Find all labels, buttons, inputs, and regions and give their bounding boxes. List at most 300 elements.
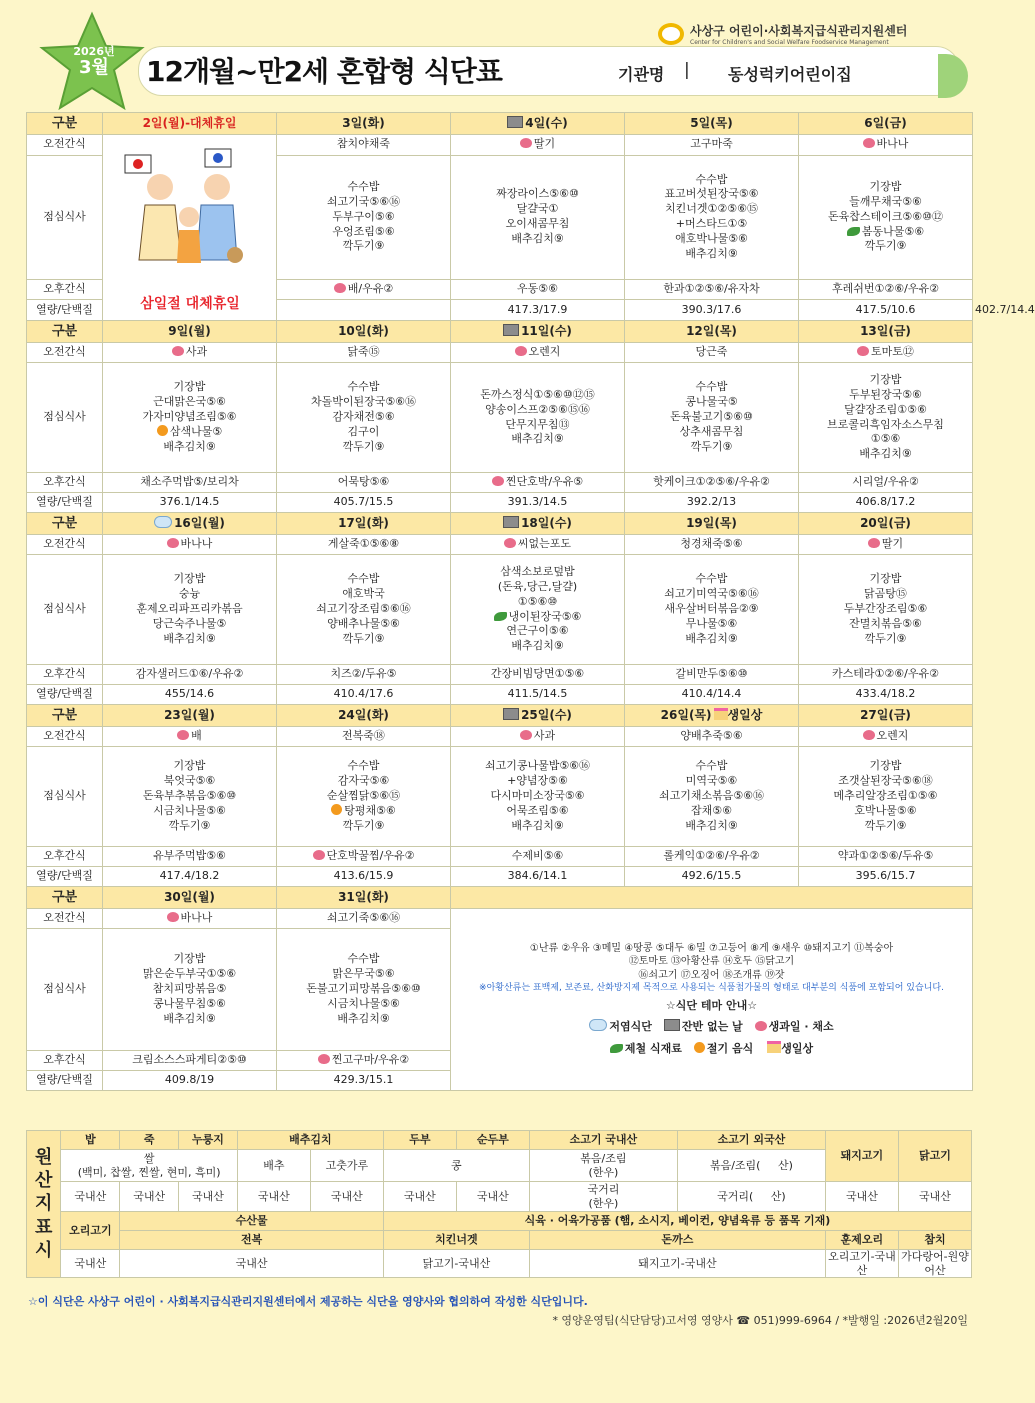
row-label: 오전간식	[27, 909, 103, 929]
holiday-label: 삼일절 대체휴일	[140, 296, 240, 313]
origin-head-soft-tofu: 순두부	[456, 1131, 529, 1150]
lunch-menu	[799, 363, 973, 473]
lunch-item-text: 삼색소보로덮밥	[500, 564, 575, 578]
am-snack	[277, 535, 451, 555]
energy-protein: 433.4/18.2	[799, 685, 973, 705]
lunch-item	[453, 580, 622, 595]
fruit-icon	[755, 1021, 767, 1031]
pm-snack-text: 어묵탕⑤⑥	[337, 475, 390, 489]
lunch-item	[801, 225, 970, 240]
lunch-item	[279, 819, 448, 834]
lunch-item-text: 깍두기⑨	[864, 239, 907, 253]
pm-snack-text: 찐고구마/우유②	[331, 1053, 410, 1067]
lunch-item	[801, 804, 970, 819]
lunch-item	[801, 195, 970, 210]
lunch-item	[801, 632, 970, 647]
week-5-am-row	[27, 909, 973, 929]
origin-head-rice: 밥	[61, 1131, 120, 1150]
am-snack	[799, 727, 973, 747]
origin-tuna-value: 가다랑어-원양어산	[898, 1250, 971, 1278]
origin-value: 국내산	[383, 1182, 456, 1212]
lunch-item	[801, 447, 970, 462]
day-header	[451, 705, 625, 727]
pm-snack-text: 롤케익①②⑥/우유②	[663, 849, 760, 863]
lunch-menu	[625, 555, 799, 665]
cal-icon	[507, 116, 523, 128]
am-snack	[625, 535, 799, 555]
am-snack-text: 사과	[185, 345, 208, 359]
pm-snack	[625, 473, 799, 493]
lunch-item-text: 수수밥	[347, 380, 380, 394]
lunch-item	[801, 789, 970, 804]
lunch-item	[279, 425, 448, 440]
lunch-menu	[277, 929, 451, 1051]
week-3-dh-row	[27, 513, 973, 535]
row-label: 구분	[27, 321, 103, 343]
week-4-dh-row	[27, 705, 973, 727]
day-date: 17일(화)	[338, 516, 389, 531]
lunch-menu	[451, 555, 625, 665]
am-snack-text: 양배추죽⑤⑥	[680, 729, 743, 743]
lunch-item	[453, 759, 622, 774]
lunch-item-text: 기장밥	[173, 572, 206, 586]
lunch-item-text: 깍두기⑨	[864, 631, 907, 645]
lunch-item-text: 잡채⑤⑥	[691, 803, 732, 817]
lunch-item	[801, 373, 970, 388]
energy-protein: 405.7/15.5	[277, 493, 451, 513]
lunch-menu	[103, 555, 277, 665]
am-snack-text: 딸기	[881, 537, 904, 551]
lunch-item-text: 맑은순두부국①⑤⑥	[142, 967, 237, 981]
week-2-dh-row	[27, 321, 973, 343]
solar-term-icon	[694, 1042, 705, 1053]
footer-info: * 영양운영팀(식단담당)고서영 영양사 ☎ 051)999-6964 / *발행일 :2026년2월20일	[552, 1314, 968, 1327]
lunch-item-text: 들깨무채국⑤⑥	[849, 194, 922, 208]
cloud-icon	[154, 516, 172, 528]
day-date: 3일(화)	[342, 116, 385, 131]
week-4-en-row	[27, 867, 973, 887]
day-header	[103, 321, 277, 343]
lunch-item-text: 당근숙주나물⑤	[152, 616, 227, 630]
am-snack	[277, 727, 451, 747]
am-snack-text: 바나나	[180, 911, 213, 925]
leaf-icon	[847, 227, 860, 236]
energy-protein: 391.3/14.5	[451, 493, 625, 513]
cake-icon	[714, 708, 728, 720]
year-label: 2026년	[73, 45, 115, 58]
lunch-item	[453, 610, 622, 625]
lunch-item-text: 새우살버터볶음②⑨	[664, 602, 759, 616]
am-snack	[625, 343, 799, 363]
origin-head-kimchi: 배추김치	[237, 1131, 383, 1150]
energy-protein: 455/14.6	[103, 685, 277, 705]
origin-value: 국내산	[237, 1182, 310, 1212]
row-label: 점심식사	[27, 555, 103, 665]
energy-protein: 390.3/17.6	[625, 300, 799, 321]
origin-head-pork: 돼지고기	[825, 1131, 898, 1182]
lunch-item	[453, 418, 622, 433]
allergen-line: ①난류 ②우유 ③메밀 ④땅콩 ⑤대두 ⑥밀 ⑦고등어 ⑧게 ⑨새우 ⑩돼지고기 ⑪복숭아	[529, 942, 894, 954]
pm-snack-text: 갈비만두⑤⑥⑩	[675, 667, 748, 681]
lunch-item	[453, 819, 622, 834]
lunch-item	[453, 595, 622, 610]
week-2-pm-row	[27, 473, 973, 493]
lunch-item-text: 냉이된장국⑤⑥	[508, 609, 582, 623]
lunch-item-text: 돈까스정식①⑤⑥⑩⑫⑮	[480, 387, 595, 401]
am-snack	[625, 727, 799, 747]
lunch-item	[279, 952, 448, 967]
am-snack-text: 청경채죽⑤⑥	[680, 537, 743, 551]
lunch-item	[453, 639, 622, 654]
lunch-item	[105, 617, 274, 632]
lunch-item-text: 감자채전⑤⑥	[332, 410, 395, 424]
lunch-item	[627, 232, 796, 247]
cal-icon	[503, 516, 519, 528]
pm-snack-text: 우동⑤⑥	[517, 282, 558, 296]
pm-snack	[451, 279, 625, 300]
lunch-item	[105, 819, 274, 834]
origin-head-duck: 오리고기	[61, 1212, 120, 1250]
lunch-item	[279, 967, 448, 982]
row-label: 열량/단백질	[27, 867, 103, 887]
lunch-item-text: 수수밥	[347, 952, 380, 966]
pm-snack	[277, 1051, 451, 1071]
day-header	[625, 113, 799, 135]
day-header	[799, 705, 973, 727]
lunch-item-text: 두부간장조림⑤⑥	[843, 602, 928, 616]
lunch-item-text: 두부된장국⑤⑥	[849, 387, 922, 401]
lunch-item	[279, 774, 448, 789]
lunch-item	[279, 195, 448, 210]
lunch-item	[627, 395, 796, 410]
lunch-menu	[625, 363, 799, 473]
row-label: 오후간식	[27, 473, 103, 493]
allergen-legend	[451, 909, 973, 1091]
center-name-kr: 사상구 어린이·사회복지급식관리지원센터	[690, 24, 908, 38]
am-snack	[103, 727, 277, 747]
day-date: 27일(금)	[860, 708, 911, 723]
lunch-item	[627, 632, 796, 647]
energy-protein: 411.5/14.5	[451, 685, 625, 705]
origin-head-smoked-duck: 훈제오리	[825, 1231, 898, 1250]
lunch-item	[453, 432, 622, 447]
day-header	[451, 113, 625, 135]
flower-icon	[331, 804, 342, 815]
lunch-item	[801, 403, 970, 418]
fruit-icon	[492, 476, 504, 486]
lunch-item	[279, 602, 448, 617]
row-label: 점심식사	[27, 747, 103, 847]
lunch-item	[105, 440, 274, 455]
lunch-item-text: 기장밥	[173, 759, 206, 773]
seasonal-icon	[610, 1044, 623, 1053]
date-badge	[68, 46, 120, 78]
pm-snack-text: 시리얼/우유②	[852, 475, 919, 489]
am-snack-text: 쇠고기죽⑤⑥⑯	[326, 911, 401, 925]
fruit-icon	[177, 730, 189, 740]
lunch-item	[453, 187, 622, 202]
day-header	[799, 513, 973, 535]
lunch-menu	[103, 363, 277, 473]
theme-title: ☆식단 테마 안내☆	[665, 998, 758, 1012]
origin-head-tonkatsu: 돈까스	[529, 1231, 825, 1250]
origin-head-tuna: 참치	[898, 1231, 971, 1250]
day-date: 20일(금)	[860, 516, 911, 531]
am-snack-text: 바나나	[180, 537, 213, 551]
lunch-item-text: 달걀국①	[516, 202, 559, 216]
pm-snack	[277, 847, 451, 867]
cal-icon	[503, 324, 519, 336]
lunch-item	[279, 759, 448, 774]
lunch-item-text: 상추새콤무침	[679, 424, 744, 438]
day-date: 31일(화)	[338, 890, 389, 905]
lunch-item-text: 배추김치⑨	[511, 818, 564, 832]
day-header	[451, 321, 625, 343]
week-4-lunch-row	[27, 747, 973, 847]
lunch-item	[801, 418, 970, 433]
fruit-icon	[504, 538, 516, 548]
row-label: 오후간식	[27, 847, 103, 867]
am-snack-text: 사과	[533, 729, 556, 743]
lunch-item	[801, 587, 970, 602]
row-label: 오후간식	[27, 279, 103, 300]
origin-side-label: 원 산 지 표 시	[27, 1131, 61, 1278]
week-1-dh-row	[27, 113, 973, 135]
row-label: 오후간식	[27, 665, 103, 685]
day-date: 6일(금)	[864, 116, 907, 131]
origin-chicken-value: 국내산	[898, 1182, 971, 1212]
lunch-item	[801, 759, 970, 774]
week-5-dh-row	[27, 887, 973, 909]
lunch-item	[627, 410, 796, 425]
lunch-item-text: +머스타드①⑤	[675, 217, 748, 231]
pm-snack	[277, 473, 451, 493]
lunch-item-text: 무나물⑤⑥	[685, 616, 738, 630]
am-snack	[799, 135, 973, 156]
lunch-item-text: 깍두기⑨	[168, 818, 211, 832]
day-header	[451, 513, 625, 535]
day-header	[103, 513, 277, 535]
am-snack-text: 바나나	[876, 137, 909, 151]
lunch-item	[801, 388, 970, 403]
fruit-icon	[863, 138, 875, 148]
lunch-item-text: 어묵조림⑤⑥	[506, 803, 569, 817]
theme-row: 저염식단 잔반 없는 날 생과일 · 채소	[459, 1019, 964, 1035]
lunch-item	[279, 180, 448, 195]
lunch-item	[279, 410, 448, 425]
leaf-icon	[494, 612, 507, 621]
pm-snack	[625, 847, 799, 867]
lunch-item-text: 쇠고기국⑤⑥⑯	[326, 194, 401, 208]
lunch-item	[105, 425, 274, 440]
pm-snack-text: 채소주먹밥⑤/보리차	[140, 475, 239, 489]
day-theme: 생일상	[727, 708, 763, 723]
lunch-item-text: 애호박나물⑤⑥	[675, 232, 748, 245]
lunch-item-text: 깍두기⑨	[342, 631, 385, 645]
lunch-item	[453, 403, 622, 418]
pm-snack	[799, 665, 973, 685]
lunch-item-text: 깍두기⑨	[342, 818, 385, 832]
pm-snack-text: 감자샐러드①⑥/우유②	[135, 667, 244, 681]
lunch-item	[801, 819, 970, 834]
row-label: 오후간식	[27, 1051, 103, 1071]
lunch-item-text: 봄동나물⑤⑥	[861, 224, 925, 238]
lunch-menu	[799, 555, 973, 665]
lunch-menu	[277, 155, 451, 279]
lunch-item-text: 배추김치⑨	[163, 1011, 216, 1025]
day-date: 18일(수)	[521, 516, 572, 531]
lunch-item	[627, 202, 796, 217]
allergen-line: ⑯쇠고기 ⑰오징어 ⑱조개류 ⑲잣	[638, 969, 785, 981]
am-snack-text: 참치야채죽	[336, 137, 391, 151]
am-snack	[103, 343, 277, 363]
am-snack	[103, 535, 277, 555]
energy-protein	[277, 300, 451, 321]
row-label: 열량/단백질	[27, 685, 103, 705]
lunch-item-text: 깍두기⑨	[342, 439, 385, 453]
lunch-item-text: 숭늉	[178, 587, 201, 601]
lunch-item-text: 미역국⑤⑥	[685, 774, 738, 788]
energy-protein: 384.6/14.1	[451, 867, 625, 887]
lunch-item	[627, 217, 796, 232]
lunch-item	[627, 587, 796, 602]
lunch-item-text: 표고버섯된장국⑤⑥	[664, 187, 759, 201]
pm-snack	[451, 665, 625, 685]
lunch-item-text: 양송이스프②⑤⑥⑮⑯	[485, 402, 590, 416]
lunch-item-text: 브로콜리흑임자소스무침	[827, 417, 944, 431]
am-snack-text: 당근죽	[695, 345, 728, 359]
origin-value: 국내산	[179, 1182, 238, 1212]
row-label: 오전간식	[27, 343, 103, 363]
week-2-am-row	[27, 343, 973, 363]
day-header	[277, 705, 451, 727]
lunch-item	[105, 789, 274, 804]
lunch-item	[627, 804, 796, 819]
row-label: 오전간식	[27, 135, 103, 156]
origin-beef-dom-soup: 국거리 (한우)	[529, 1182, 677, 1212]
lunch-item-text: 쇠고기장조림⑤⑥⑯	[316, 602, 411, 616]
row-label: 오전간식	[27, 535, 103, 555]
lunch-item-text: 단무지무침⑬	[505, 417, 570, 431]
lunch-item	[279, 617, 448, 632]
am-snack	[277, 135, 451, 156]
origin-beef-imp-stir: 볶음/조림( 산)	[677, 1150, 825, 1182]
origin-nugget-value: 닭고기-국내산	[383, 1250, 529, 1278]
lunch-item	[627, 789, 796, 804]
pm-snack	[625, 279, 799, 300]
lunch-item	[627, 819, 796, 834]
lunch-item-text: 기장밥	[869, 572, 902, 586]
day-date: 5일(목)	[690, 116, 733, 131]
origin-value: 국내산	[456, 1182, 529, 1212]
lunch-item	[279, 1012, 448, 1027]
lunch-item	[627, 774, 796, 789]
origin-smoked-duck-value: 오리고기-국내산	[825, 1250, 898, 1278]
pm-snack-text: 크림소스스파게티②⑤⑩	[132, 1053, 247, 1067]
lunch-item-text: 시금치나물⑤⑥	[153, 803, 226, 817]
pm-snack	[103, 473, 277, 493]
lunch-item-text: 조갯살된장국⑤⑥⑱	[838, 774, 933, 788]
day-header	[625, 321, 799, 343]
fruit-icon	[172, 346, 184, 356]
birthday-icon	[767, 1041, 781, 1053]
origin-pepper: 고춧가루	[310, 1150, 383, 1182]
day-date: 9일(월)	[168, 324, 211, 339]
lunch-item-text: 돈육찹스테이크⑤⑥⑩⑫	[828, 209, 943, 223]
lunch-item-text: 시금치나물⑤⑥	[327, 996, 400, 1010]
lunch-item	[105, 759, 274, 774]
fruit-icon	[520, 138, 532, 148]
energy-protein: 410.4/14.4	[625, 685, 799, 705]
week-2-en-row	[27, 493, 973, 513]
energy-protein: 492.6/15.5	[625, 867, 799, 887]
row-label: 점심식사	[27, 929, 103, 1051]
lunch-item-text: 쇠고기미역국⑤⑥⑯	[664, 587, 759, 601]
lunch-item-text: 기장밥	[869, 372, 902, 386]
flower-icon	[157, 425, 168, 436]
week-3-en-row	[27, 685, 973, 705]
energy-protein: 406.8/17.2	[799, 493, 973, 513]
lunch-item-text: 배추김치⑨	[337, 1011, 390, 1025]
lunch-item-text: 맑은무국⑤⑥	[332, 967, 395, 981]
origin-value: 국내산	[61, 1182, 120, 1212]
origin-head-seafood: 수산물	[120, 1212, 384, 1231]
day-header	[277, 887, 451, 909]
row-label: 구분	[27, 887, 103, 909]
no-leftover-icon	[664, 1019, 680, 1031]
fruit-icon	[167, 538, 179, 548]
lunch-item-text: 수수밥	[695, 759, 728, 773]
lunch-item-text: 차돌박이된장국⑤⑥⑯	[310, 395, 417, 409]
header	[28, 10, 968, 100]
lunch-item	[279, 380, 448, 395]
row-label: 열량/단백질	[27, 1071, 103, 1091]
lunch-item-text: 배추김치⑨	[685, 246, 738, 260]
lunch-item-text: 돈불고기피망볶음⑤⑥⑩	[306, 982, 421, 996]
lunch-item	[627, 380, 796, 395]
lunch-item	[627, 440, 796, 455]
lunch-item	[105, 602, 274, 617]
pm-snack	[277, 665, 451, 685]
independence-day-family-icon	[105, 135, 275, 285]
lunch-item	[105, 804, 274, 819]
lunch-item-text: 메추리알장조림①⑤⑥	[833, 789, 938, 803]
lunch-menu	[277, 747, 451, 847]
pm-snack-text: 단호박꿀찜/우유②	[326, 849, 415, 863]
am-snack	[799, 343, 973, 363]
day-date: 2일(월)-대체휴일	[142, 116, 237, 131]
lunch-item-text: 연근구이⑤⑥	[506, 624, 569, 638]
lunch-menu	[625, 747, 799, 847]
lunch-item	[453, 565, 622, 580]
lunch-item-text: 기장밥	[173, 952, 206, 966]
am-snack-text: 딸기	[533, 137, 556, 151]
lunch-item-text: 수수밥	[347, 759, 380, 773]
day-header	[277, 513, 451, 535]
day-date: 16일(월)	[174, 516, 225, 531]
am-snack	[277, 909, 451, 929]
pm-snack-text: 핫케이크①②⑤⑥/우유②	[653, 475, 770, 489]
lunch-menu	[277, 555, 451, 665]
menu-table	[26, 112, 1035, 1091]
lunch-item	[105, 380, 274, 395]
lunch-item-text: 훈제오리파프리카볶음	[136, 602, 243, 616]
row-label: 구분	[27, 705, 103, 727]
lunch-item	[801, 774, 970, 789]
energy-protein: 409.8/19	[103, 1071, 277, 1091]
am-snack	[451, 135, 625, 156]
pm-snack-text: 치즈②/두유⑤	[330, 667, 397, 681]
